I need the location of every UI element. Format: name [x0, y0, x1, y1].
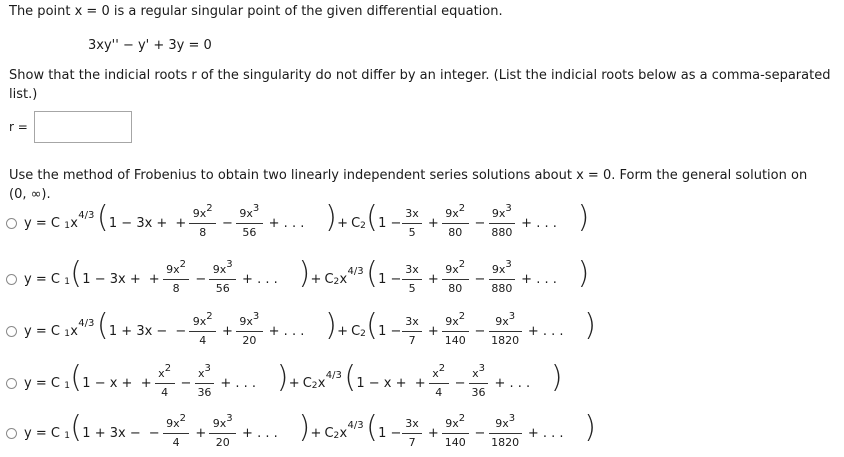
fraction-numerator: [489, 311, 522, 328]
constant-subscript: 1: [64, 431, 71, 441]
fraction-denominator: 140: [444, 436, 466, 449]
fraction-bar: [189, 331, 216, 332]
x-variable: x: [70, 216, 78, 231]
right-paren-2: ): [584, 410, 596, 445]
numerator-exponent: 3: [505, 259, 512, 270]
solution-prefix: y = C: [24, 272, 60, 287]
series-lead-terms: 1 + 3x −: [82, 426, 141, 441]
fraction-numerator: [442, 311, 469, 328]
numerator-text: 3x: [405, 207, 419, 220]
numerator-text: x: [197, 367, 205, 380]
constant-subscript: 2: [360, 329, 366, 339]
operator-sign: +: [427, 324, 439, 339]
numerator-exponent: 2: [458, 203, 466, 214]
numerator-exponent: 2: [206, 311, 213, 322]
fraction-bar: [163, 433, 190, 434]
fraction-bar: [236, 331, 263, 332]
series-lead-terms: 1 − x +: [356, 376, 407, 391]
answer-option-3[interactable]: [6, 308, 844, 355]
fraction-bar: [209, 433, 236, 434]
fraction-denominator: 80: [448, 282, 463, 295]
series-tail: + . . .: [268, 324, 305, 339]
fraction-bar: [489, 223, 516, 224]
numerator-text: 9x: [239, 207, 253, 220]
option-radio-button[interactable]: [6, 326, 17, 337]
fraction-numerator: [209, 413, 236, 430]
constant-subscript: 2: [333, 431, 340, 441]
solution-prefix: y = C: [24, 376, 60, 391]
operator-sign: +: [175, 216, 187, 231]
fraction-denominator: 56: [215, 282, 230, 295]
operator-sign: +: [427, 426, 439, 441]
numerator-text: x: [158, 367, 165, 380]
numerator-text: 3x: [405, 417, 419, 430]
numerator-text: 9x: [166, 263, 180, 276]
power-exponent: 4/3: [78, 210, 95, 221]
fraction-bar: [189, 223, 216, 224]
numerator-exponent: 2: [458, 259, 466, 270]
fraction-bar: [402, 331, 422, 332]
solution-prefix: y = C: [24, 324, 60, 339]
plus-operator: +: [337, 324, 348, 339]
left-paren-1: (: [70, 410, 83, 445]
fraction-bar: [489, 279, 516, 280]
numerator-text: 9x: [166, 417, 180, 430]
operator-sign: −: [222, 216, 233, 231]
numerator-text: 9x: [192, 315, 207, 328]
plus-operator: +: [310, 272, 322, 287]
fraction-numerator: [429, 363, 449, 380]
series-tail: + . . .: [268, 216, 305, 231]
fraction-bar: [209, 279, 236, 280]
series-tail: + . . .: [494, 376, 531, 391]
left-paren-2: (: [344, 360, 357, 395]
numerator-exponent: 2: [458, 413, 466, 424]
fraction-bar: [236, 223, 263, 224]
question-intro: The point x = 0 is a regular singular point of the given differential equation.: [9, 4, 503, 19]
constant-subscript: 1: [64, 221, 71, 231]
option-radio-button[interactable]: [6, 218, 17, 229]
operator-sign: −: [474, 216, 486, 231]
numerator-text: 9x: [445, 263, 459, 276]
solution-prefix: y = C: [24, 426, 60, 441]
fraction-denominator: 80: [448, 226, 463, 239]
power-exponent: 4/3: [325, 370, 342, 381]
fraction-numerator: [189, 203, 216, 220]
fraction-denominator: 7: [408, 436, 416, 449]
series-tail: + . . .: [521, 272, 557, 287]
fraction-denominator: 20: [242, 334, 257, 347]
fraction-denominator: 7: [408, 334, 416, 347]
left-paren-2: (: [366, 200, 378, 235]
fraction-numerator: [402, 315, 422, 328]
answer-option-4[interactable]: [6, 360, 844, 407]
fraction-numerator: [155, 363, 175, 380]
power-exponent: 4/3: [347, 266, 364, 277]
fraction-denominator: 880: [491, 226, 513, 239]
plus-operator: +: [310, 426, 322, 441]
fraction-bar: [429, 383, 449, 384]
fraction-numerator: [189, 311, 216, 328]
series-tail: + . . .: [527, 324, 564, 339]
operator-sign: +: [148, 272, 160, 287]
fraction-numerator: [163, 413, 190, 430]
operator-sign: +: [427, 216, 439, 231]
fraction-denominator: 4: [172, 436, 180, 449]
constant-subscript: 1: [64, 277, 71, 287]
series-tail: + . . .: [242, 426, 278, 441]
operator-sign: −: [175, 324, 187, 339]
left-paren-2: (: [366, 410, 378, 445]
fraction-bar: [489, 433, 522, 434]
fraction-numerator: [489, 203, 516, 220]
fraction-numerator: [402, 263, 422, 276]
fraction-numerator: [489, 413, 522, 430]
fraction-numerator: [469, 363, 489, 380]
numerator-exponent: 3: [204, 363, 211, 374]
numerator-text: 9x: [239, 315, 253, 328]
fraction-bar: [442, 223, 469, 224]
constant-c2: C: [351, 324, 361, 339]
operator-sign: +: [140, 376, 152, 391]
numerator-text: 9x: [495, 315, 509, 328]
series-tail: + . . .: [521, 216, 557, 231]
fraction-denominator: 20: [215, 436, 230, 449]
numerator-exponent: 2: [458, 311, 466, 322]
solution-prefix: y = C: [24, 216, 60, 231]
numerator-exponent: 3: [505, 203, 512, 214]
option-radio-button[interactable]: [6, 274, 17, 285]
fraction-denominator: 140: [444, 334, 466, 347]
fraction-denominator: 8: [172, 282, 180, 295]
fraction-denominator: 880: [491, 282, 513, 295]
option-radio-button[interactable]: [6, 428, 17, 439]
fraction-bar: [489, 331, 522, 332]
fraction-bar: [155, 383, 175, 384]
numerator-exponent: 3: [226, 259, 233, 270]
numerator-exponent: 3: [508, 413, 516, 424]
fraction-denominator: 36: [471, 386, 486, 399]
series-tail: + . . .: [242, 272, 278, 287]
operator-sign: +: [222, 324, 233, 339]
fraction-bar: [442, 279, 469, 280]
numerator-exponent: 3: [508, 311, 516, 322]
series-lead-terms: 1 −: [378, 426, 402, 441]
right-paren-1: ): [325, 308, 337, 343]
fraction-numerator: [236, 203, 263, 220]
numerator-exponent: 2: [164, 363, 172, 374]
part2-instructions-line1: Use the method of Frobenius to obtain two linearly independent series solutions about x = 0. Form the general solution on: [9, 168, 808, 183]
fraction-bar: [402, 433, 422, 434]
right-paren-2: ): [584, 308, 596, 343]
plus-operator: +: [337, 216, 348, 231]
right-paren-1: ): [298, 256, 311, 291]
numerator-text: 9x: [495, 417, 509, 430]
constant-c2: C: [324, 426, 334, 441]
numerator-exponent: 2: [438, 363, 446, 374]
operator-sign: +: [427, 272, 439, 287]
numerator-exponent: 2: [206, 203, 213, 214]
numerator-text: 9x: [491, 263, 506, 276]
numerator-text: x: [472, 367, 479, 380]
fraction-denominator: 56: [242, 226, 257, 239]
series-lead-terms: 1 − x +: [82, 376, 133, 391]
left-paren-2: (: [366, 256, 378, 291]
r-label: r =: [9, 120, 28, 134]
numerator-exponent: 3: [252, 311, 260, 322]
power-exponent: 4/3: [78, 318, 95, 329]
fraction-bar: [163, 279, 190, 280]
fraction-denominator: 4: [199, 334, 207, 347]
x-variable: x: [339, 272, 348, 287]
right-paren-2: ): [550, 360, 563, 395]
operator-sign: +: [195, 426, 207, 441]
left-paren-1: (: [70, 360, 83, 395]
numerator-exponent: 3: [478, 363, 485, 374]
right-paren-1: ): [325, 200, 337, 235]
fraction-bar: [402, 223, 422, 224]
series-lead-terms: 1 + 3x −: [108, 324, 168, 339]
series-tail: + . . .: [527, 426, 564, 441]
fraction-numerator: [402, 417, 422, 430]
fraction-numerator: [209, 259, 236, 276]
left-paren-2: (: [366, 308, 378, 343]
numerator-exponent: 2: [179, 413, 187, 424]
numerator-text: 9x: [445, 417, 459, 430]
part1-instructions-line1: Show that the indicial roots r of the singularity do not differ by an integer. (List the indicial roots below as a comma-separated: [9, 68, 831, 83]
fraction-denominator: 4: [435, 386, 443, 399]
series-lead-terms: 1 − 3x +: [108, 216, 168, 231]
series-lead-terms: 1 − 3x +: [82, 272, 141, 287]
series-tail: + . . .: [220, 376, 257, 391]
x-variable: x: [70, 324, 78, 339]
operator-sign: −: [454, 376, 466, 391]
numerator-exponent: 3: [252, 203, 260, 214]
fraction-bar: [442, 331, 469, 332]
power-exponent: 4/3: [347, 420, 364, 431]
x-variable: x: [317, 376, 326, 391]
right-paren-1: ): [276, 360, 289, 395]
operator-sign: −: [474, 426, 486, 441]
operator-sign: −: [474, 272, 486, 287]
x-variable: x: [339, 426, 348, 441]
fraction-numerator: [163, 259, 190, 276]
fraction-bar: [442, 433, 469, 434]
fraction-numerator: [442, 413, 469, 430]
constant-c2: C: [351, 216, 361, 231]
numerator-text: 9x: [445, 207, 459, 220]
option-radio-button[interactable]: [6, 378, 17, 389]
constant-subscript: 1: [64, 329, 71, 339]
differential-equation: 3xy'' − y' + 3y = 0: [88, 38, 212, 53]
constant-subscript: 2: [360, 221, 366, 231]
operator-sign: −: [148, 426, 160, 441]
fraction-numerator: [442, 203, 469, 220]
fraction-denominator: 5: [408, 226, 416, 239]
fraction-denominator: 8: [199, 226, 207, 239]
indicial-roots-input[interactable]: [34, 111, 132, 143]
operator-sign: +: [414, 376, 426, 391]
right-paren-2: ): [577, 200, 590, 235]
part2-instructions-line2: (0, ∞).: [9, 187, 51, 202]
constant-subscript: 2: [311, 381, 318, 391]
numerator-text: x: [432, 367, 439, 380]
fraction-numerator: [489, 259, 516, 276]
left-paren-1: (: [96, 200, 109, 235]
numerator-text: 3x: [405, 263, 419, 276]
numerator-text: 9x: [491, 207, 506, 220]
plus-operator: +: [288, 376, 300, 391]
fraction-numerator: [195, 363, 215, 380]
numerator-exponent: 2: [179, 259, 187, 270]
constant-c2: C: [302, 376, 312, 391]
left-paren-1: (: [96, 308, 109, 343]
right-paren-2: ): [577, 256, 590, 291]
fraction-denominator: 1820: [491, 334, 520, 347]
numerator-text: 9x: [445, 315, 459, 328]
series-lead-terms: 1 −: [378, 272, 402, 287]
left-paren-1: (: [70, 256, 83, 291]
answer-option-2[interactable]: [6, 256, 844, 303]
constant-subscript: 1: [64, 381, 71, 391]
fraction-denominator: 36: [197, 386, 212, 399]
constant-c2: C: [324, 272, 334, 287]
fraction-bar: [469, 383, 489, 384]
constant-subscript: 2: [333, 277, 340, 287]
answer-option-5[interactable]: [6, 410, 844, 457]
fraction-denominator: 1820: [491, 436, 520, 449]
fraction-numerator: [442, 259, 469, 276]
numerator-text: 9x: [212, 263, 227, 276]
numerator-exponent: 3: [226, 413, 233, 424]
fraction-numerator: [236, 311, 263, 328]
numerator-text: 9x: [192, 207, 207, 220]
numerator-text: 3x: [405, 315, 419, 328]
operator-sign: −: [180, 376, 192, 391]
fraction-denominator: 5: [408, 282, 416, 295]
answer-option-1[interactable]: [6, 200, 844, 247]
fraction-numerator: [402, 207, 422, 220]
series-lead-terms: 1 −: [378, 216, 402, 231]
right-paren-1: ): [298, 410, 311, 445]
numerator-text: 9x: [212, 417, 227, 430]
fraction-bar: [402, 279, 422, 280]
series-lead-terms: 1 −: [378, 324, 402, 339]
part1-instructions-line2: list.): [9, 87, 38, 102]
operator-sign: −: [195, 272, 207, 287]
fraction-denominator: 4: [161, 386, 169, 399]
fraction-bar: [195, 383, 215, 384]
operator-sign: −: [474, 324, 486, 339]
